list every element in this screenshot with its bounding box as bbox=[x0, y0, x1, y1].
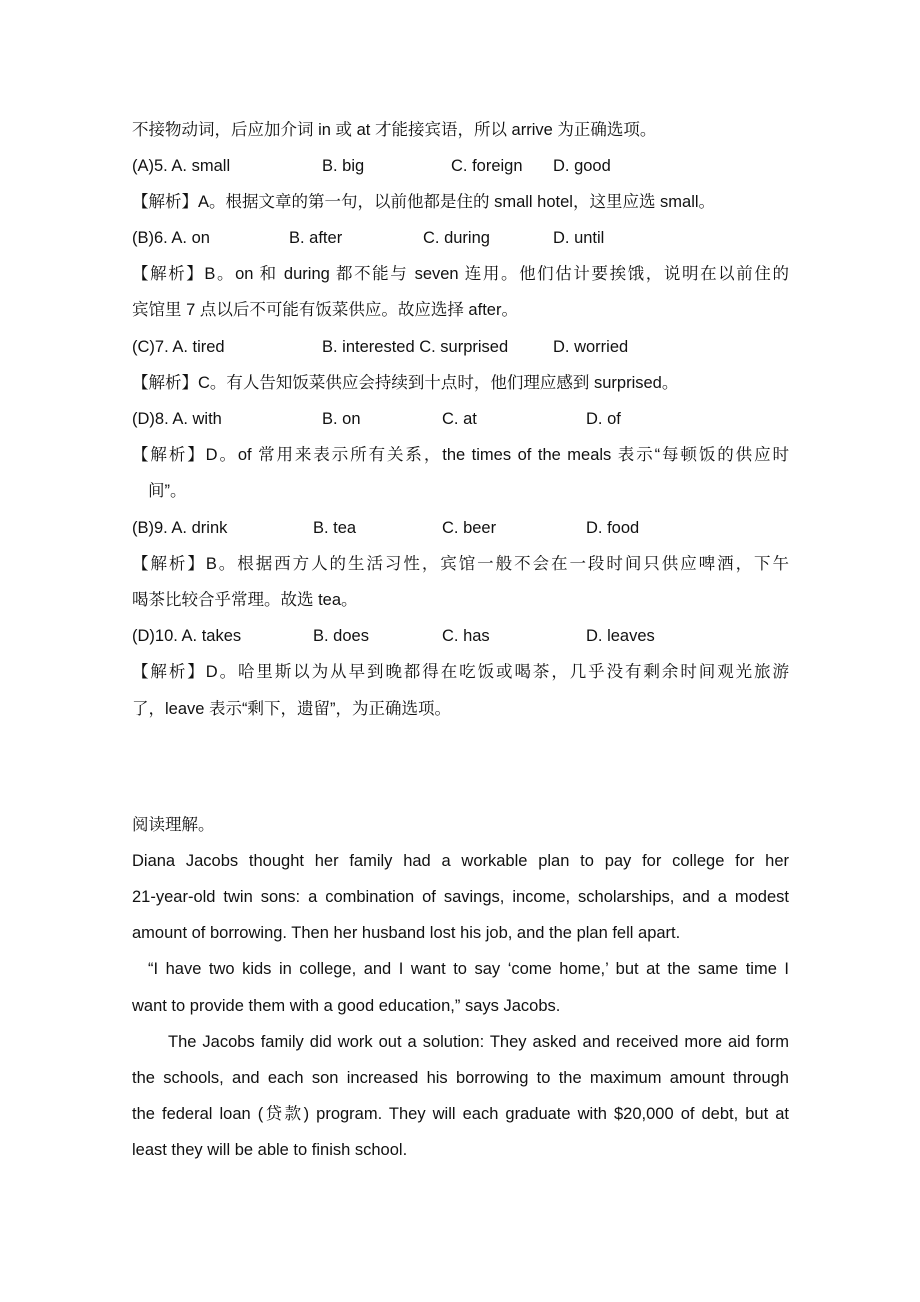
option-b-c: B. interested C. surprised bbox=[322, 338, 509, 356]
question-label: (D)8. A. with bbox=[132, 410, 222, 428]
explanation-10-line1: 【解析】D。哈里斯以为从早到晚都得在吃饭或喝茶，几乎没有剩余时间观光旅游 bbox=[132, 663, 789, 681]
option-b: B. on bbox=[322, 410, 361, 428]
option-d: D. worried bbox=[553, 338, 629, 356]
option-c: C. foreign bbox=[451, 157, 523, 175]
option-d: D. good bbox=[553, 157, 611, 175]
option-c: C. beer bbox=[442, 519, 497, 537]
option-d: D. food bbox=[586, 519, 640, 537]
question-label: (D)10. A. takes bbox=[132, 627, 242, 645]
option-c: C. has bbox=[442, 627, 490, 645]
question-6 bbox=[132, 226, 789, 250]
explanation-7: 【解析】C。有人告知饭菜供应会持续到十点时，他们理应感到 surprised。 bbox=[132, 374, 679, 392]
explanation-5: 【解析】A。根据文章的第一句，以前他都是住的 small hotel，这里应选 small。 bbox=[132, 193, 716, 211]
explanation-8-line1: 【解析】D。of 常用来表示所有关系，the times of the meals 表示“每顿饭的供应时 bbox=[132, 446, 789, 464]
question-label: (B)6. A. on bbox=[132, 229, 210, 247]
option-d: D. leaves bbox=[586, 627, 655, 645]
explanation-9-line1: 【解析】B。根据西方人的生活习性，宾馆一般不会在一段时间只供应啤酒，下午 bbox=[132, 555, 789, 573]
option-b: B. big bbox=[322, 157, 365, 175]
question-8 bbox=[132, 407, 789, 431]
passage-line: least they will be able to finish school. bbox=[132, 1141, 408, 1159]
passage-line: 21-year-old twin sons: a combination of savings, income, scholarships, and a modest bbox=[132, 888, 789, 906]
question-10 bbox=[132, 624, 789, 648]
passage-line: want to provide them with a good education,” says Jacobs. bbox=[132, 997, 561, 1015]
passage-line: the schools, and each son increased his borrowing to the maximum amount through bbox=[132, 1069, 789, 1087]
text-line: 不接物动词，后应加介词 in 或 at 才能接宾语，所以 arrive 为正确选项。 bbox=[132, 121, 657, 139]
explanation-9-line2: 喝茶比较合乎常理。故选 tea。 bbox=[132, 591, 358, 609]
question-5 bbox=[132, 154, 789, 178]
option-b: B. does bbox=[313, 627, 369, 645]
explanation-8-line2: 间”。 bbox=[148, 482, 187, 500]
option-c: C. at bbox=[442, 410, 477, 428]
option-d: D. of bbox=[586, 410, 621, 428]
option-b: B. tea bbox=[313, 519, 357, 537]
passage-line: “I have two kids in college, and I want to say ‘come home,’ but at the same time I bbox=[148, 960, 789, 978]
explanation-6-line2: 宾馆里 7 点以后不可能有饭菜供应。故应选择 after。 bbox=[132, 301, 518, 319]
passage-line: The Jacobs family did work out a solution: They asked and received more aid form bbox=[168, 1033, 789, 1051]
passage-line: amount of borrowing. Then her husband lost his job, and the plan fell apart. bbox=[132, 924, 681, 942]
question-9 bbox=[132, 516, 789, 540]
section-heading: 阅读理解。 bbox=[132, 816, 215, 834]
question-label: (B)9. A. drink bbox=[132, 519, 228, 537]
explanation-6-line1: 【解析】B。on 和 during 都不能与 seven 连用。他们估计要挨饿，说明在以前住的 bbox=[132, 265, 789, 283]
option-c: C. during bbox=[423, 229, 490, 247]
option-d: D. until bbox=[553, 229, 605, 247]
question-label: (C)7. A. tired bbox=[132, 338, 225, 356]
question-7 bbox=[132, 335, 789, 359]
question-label: (A)5. A. small bbox=[132, 157, 231, 175]
passage-line: Diana Jacobs thought her family had a workable plan to pay for college for her bbox=[132, 852, 789, 870]
option-b: B. after bbox=[289, 229, 343, 247]
explanation-10-line2: 了，leave 表示“剩下，遗留”，为正确选项。 bbox=[132, 700, 452, 718]
passage-line: the federal loan (贷款) program. They will each graduate with $20,000 of debt, but at bbox=[132, 1105, 789, 1123]
